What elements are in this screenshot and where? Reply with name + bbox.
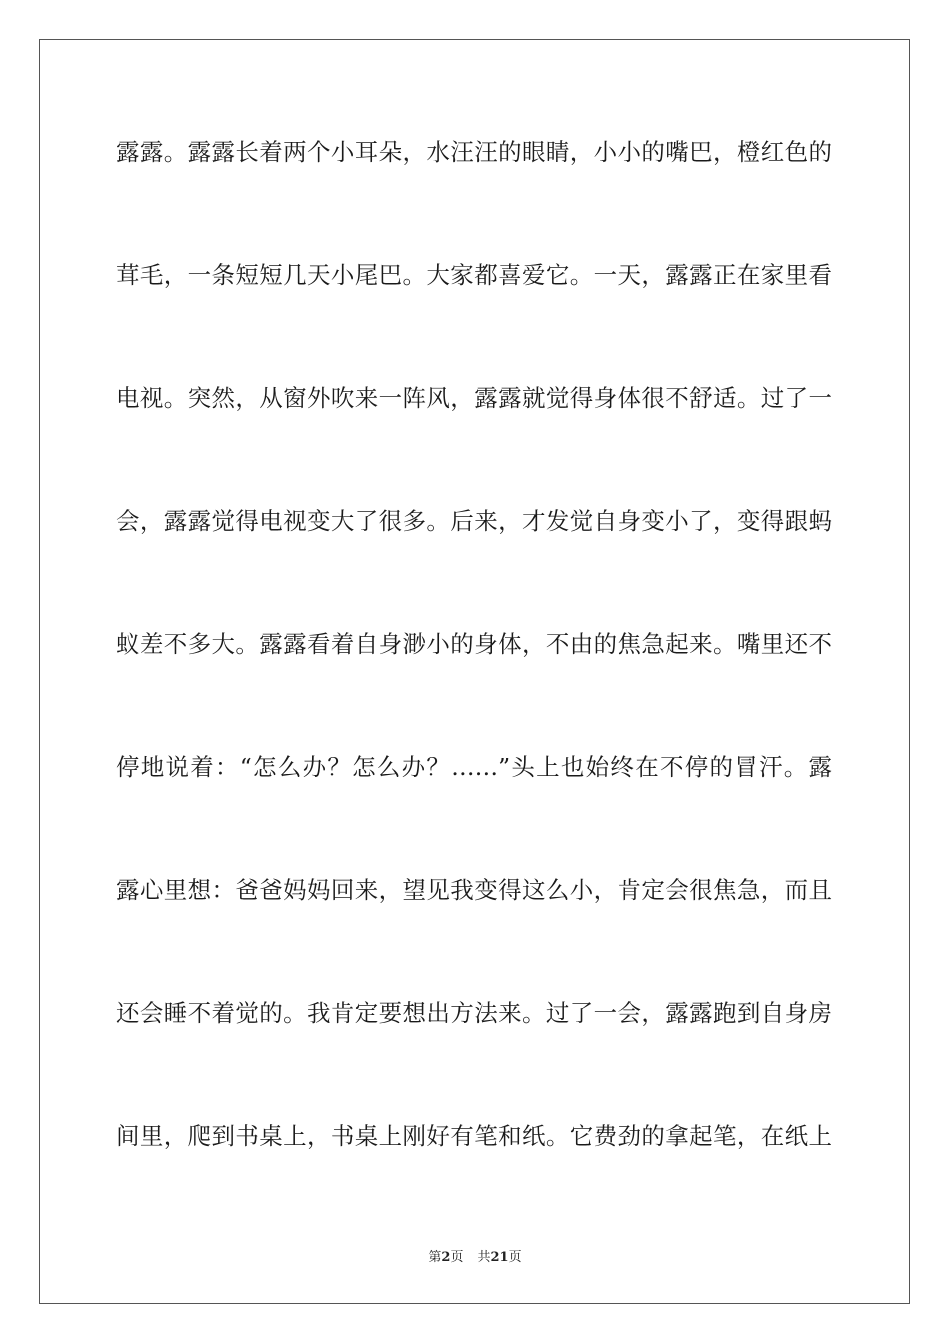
total-prefix: 共 — [477, 1250, 491, 1265]
body-text-line-6: 停地说着：“怎么办？怎么办？……”头上也始终在不停的冒汗。露 — [116, 753, 832, 781]
page-footer — [0, 1246, 950, 1265]
body-text-line-3: 电视。突然，从窗外吹来一阵风，露露就觉得身体很不舒适。过了一 — [116, 384, 832, 412]
body-text-line-2: 茸毛，一条短短几天小尾巴。大家都喜爱它。一天，露露正在家里看 — [116, 261, 832, 289]
body-text-line-5: 蚁差不多大。露露看着自身渺小的身体，不由的焦急起来。嘴里还不 — [116, 630, 832, 658]
page-number: 2 — [441, 1250, 451, 1265]
page-border — [39, 39, 910, 1304]
page-prefix: 第 — [428, 1250, 442, 1265]
body-text-line-8: 还会睡不着觉的。我肯定要想出方法来。过了一会，露露跑到自身房 — [116, 999, 832, 1027]
page-suffix: 页 — [450, 1250, 464, 1265]
body-text-line-7: 露心里想：爸爸妈妈回来，望见我变得这么小，肯定会很焦急，而且 — [116, 876, 832, 904]
total-suffix: 页 — [508, 1250, 522, 1265]
body-text-line-4: 会，露露觉得电视变大了很多。后来，才发觉自身变小了，变得跟蚂 — [116, 507, 832, 535]
body-text-line-9: 间里，爬到书桌上，书桌上刚好有笔和纸。它费劲的拿起笔，在纸上 — [116, 1122, 832, 1150]
body-text-line-1: 露露。露露长着两个小耳朵，水汪汪的眼睛，小小的嘴巴，橙红色的 — [116, 138, 832, 166]
total-pages: 21 — [490, 1250, 509, 1265]
